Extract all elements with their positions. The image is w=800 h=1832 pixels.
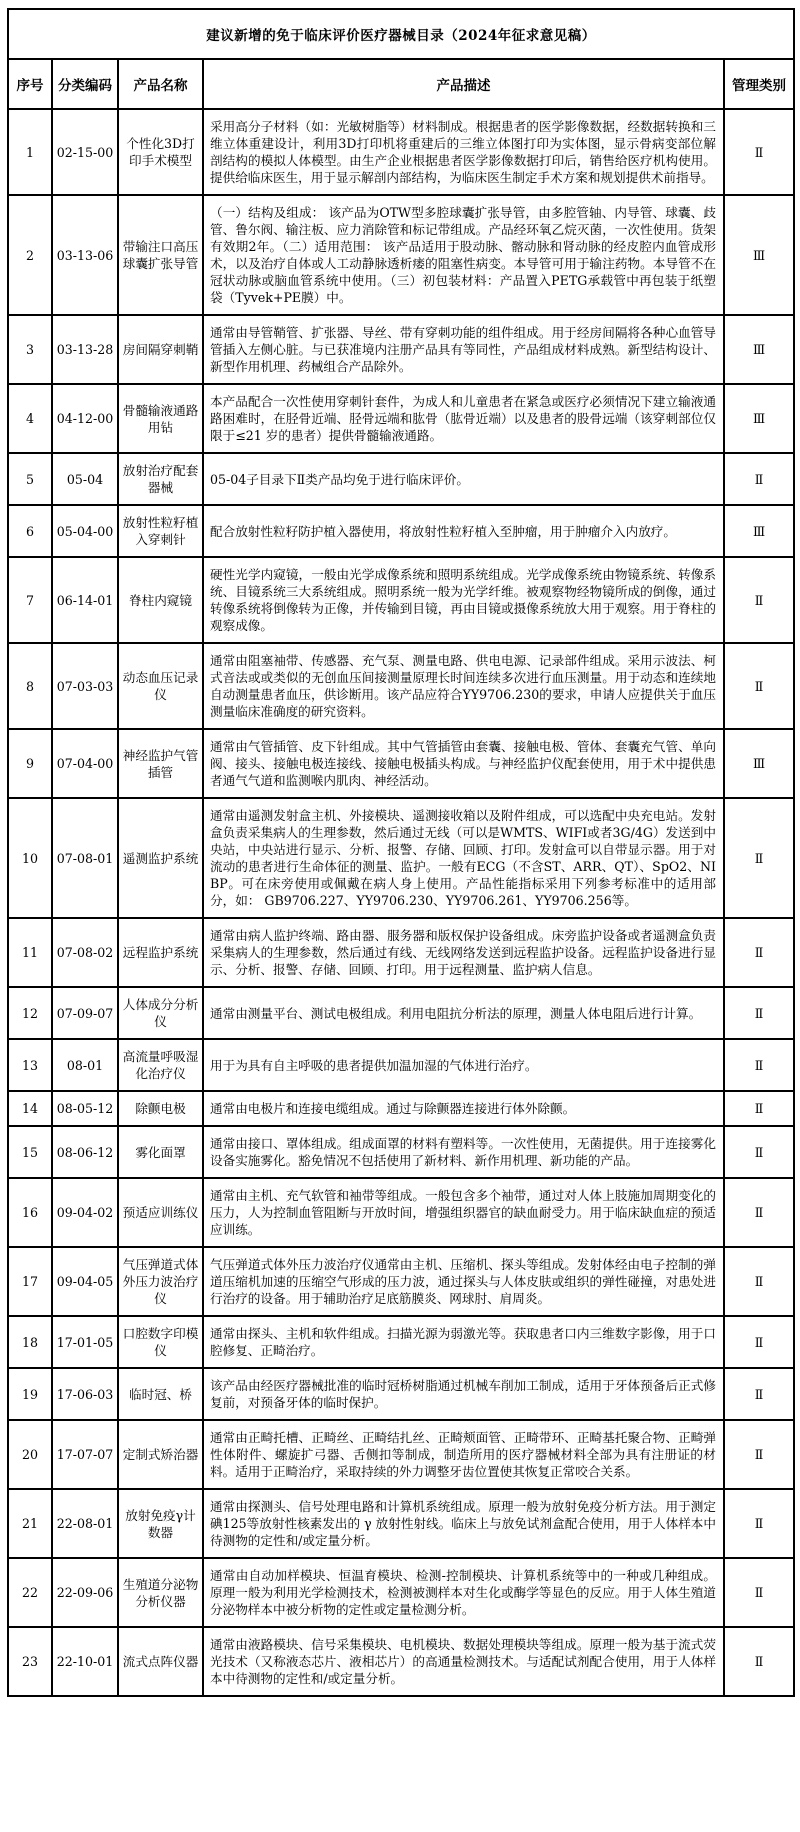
- row-code-cell: 22-10-01: [52, 1627, 118, 1696]
- title-row: [8, 9, 794, 59]
- table-row: [8, 1489, 794, 1558]
- row-desc-cell: 通常由导管鞘管、扩张器、导丝、带有穿刺功能的组件组成。用于经房间隔将各种心血管导管插入左侧心脏。与已获准境内注册产品具有等同性，产品组成材料成熟。新型结构设计、新型作用机理、药械组合产品除外。: [203, 315, 724, 384]
- row-category-cell: Ⅲ: [724, 315, 794, 384]
- table-body: [8, 109, 794, 1696]
- row-name-cell: 临时冠、桥: [118, 1368, 203, 1420]
- row-desc-cell: 采用高分子材料（如：光敏树脂等）材料制成。根据患者的医学影像数据，经数据转换和三维立体重建设计，利用3D打印机将重建后的三维立体图打印为实体图，显示骨病变部位解剖结构的模拟人体模型。由生产企业根据患者医学影像数据打印后，销售给医疗机构使用。提供给临床医生，用于显示解剖内部结构，为临床医生制定手术方案和规划提供术前指导。: [203, 109, 724, 195]
- table-row: [8, 505, 794, 557]
- row-desc-cell: 通常由气管插管、皮下针组成。其中气管插管由套囊、接触电极、管体、套囊充气管、单向阀、接头、接触电极连接线、接触电极插头构成。与神经监护仪配套使用，用于术中提供患者通气气道和监测喉内肌肉、神经活动。: [203, 729, 724, 798]
- row-category-cell: Ⅱ: [724, 453, 794, 505]
- medical-device-catalog-table: [7, 8, 795, 1697]
- row-index-cell: 4: [8, 384, 52, 453]
- row-index-cell: 1: [8, 109, 52, 195]
- row-index-cell: 19: [8, 1368, 52, 1420]
- row-code-cell: 17-07-07: [52, 1420, 118, 1489]
- row-desc-cell: （一）结构及组成： 该产品为OTW型多腔球囊扩张导管，由多腔管轴、内导管、球囊、歧管、鲁尔阀、输注板、应力消除管和标记带组成。产品经环氧乙烷灭菌，一次性使用。货架有效期2年。（二）适用范围： 该产品适用于股动脉、髂动脉和肾动脉的经皮腔内血管成形术，以及治疗自体或人工动静脉透析瘘的阻塞性病变。本导管可用于输注药物。本导管不在冠状动脉或脑血管系统中使用。（三）初包装材料：产品置入PETG承载管中再包装于纸塑袋（Tyvek+PE膜）中。: [203, 195, 724, 315]
- table-row: [8, 1627, 794, 1696]
- page-title: 建议新增的免于临床评价医疗器械目录（2024年征求意见稿）: [8, 9, 794, 59]
- row-desc-cell: 通常由接口、罩体组成。组成面罩的材料有塑料等。一次性使用，无菌提供。用于连接雾化设备实施雾化。豁免情况不包括使用了新材料、新作用机理、新功能的产品。: [203, 1126, 724, 1178]
- row-desc-cell: 通常由遥测发射盒主机、外接模块、遥测接收箱以及附件组成，可以选配中央充电站。发射盒负责采集病人的生理参数，然后通过无线（可以是WMTS、WIFI或者3G/4G）发送到中央站，中央站进行显示、分析、报警、存储、回顾、打印。发射盒可以自带显示器。用于对流动的患者进行生命体征的测量、监护。一般有ECG（不含ST、ARR、QT）、SpO2、NIBP。可在床旁使用或佩戴在病人身上使用。产品性能指标采用下列参考标准中的适用部分，如： GB9706.227、YY9706.230、YY9706.261、YY9706.256等。: [203, 798, 724, 918]
- row-desc-cell: 通常由自动加样模块、恒温育模块、检测-控制模块、计算机系统等中的一种或几种组成。原理一般为利用光学检测技术，检测被测样本对生化或酶学等显色的反应。用于人体生殖道分泌物样本中被分析物的定性或定量检测分析。: [203, 1558, 724, 1627]
- row-index-cell: 22: [8, 1558, 52, 1627]
- row-desc-cell: 配合放射性粒籽防护植入器使用，将放射性粒籽植入至肿瘤，用于肿瘤介入内放疗。: [203, 505, 724, 557]
- table-row: [8, 195, 794, 315]
- row-code-cell: 22-09-06: [52, 1558, 118, 1627]
- row-category-cell: Ⅲ: [724, 384, 794, 453]
- table-row: [8, 643, 794, 729]
- row-index-cell: 15: [8, 1126, 52, 1178]
- row-desc-cell: 用于为具有自主呼吸的患者提供加温加湿的气体进行治疗。: [203, 1039, 724, 1091]
- row-name-cell: 预适应训练仪: [118, 1178, 203, 1247]
- row-index-cell: 2: [8, 195, 52, 315]
- row-code-cell: 02-15-00: [52, 109, 118, 195]
- table-row: [8, 1558, 794, 1627]
- column-header-desc: 产品描述: [203, 59, 724, 109]
- row-code-cell: 07-04-00: [52, 729, 118, 798]
- row-index-cell: 11: [8, 918, 52, 987]
- row-category-cell: Ⅱ: [724, 643, 794, 729]
- row-category-cell: Ⅱ: [724, 1178, 794, 1247]
- row-desc-cell: 通常由正畸托槽、正畸丝、正畸结扎丝、正畸颊面管、正畸带环、正畸基托聚合物、正畸弹性体附件、螺旋扩弓器、舌侧扣等制成，制造所用的医疗器械材料全部为具有注册证的材料。适用于正畸治疗，采取持续的外力调整牙齿位置使其恢复正常咬合关系。: [203, 1420, 724, 1489]
- row-name-cell: 放射免疫γ计数器: [118, 1489, 203, 1558]
- row-category-cell: Ⅱ: [724, 1039, 794, 1091]
- table-row: [8, 315, 794, 384]
- row-index-cell: 17: [8, 1247, 52, 1316]
- row-desc-cell: 通常由探测头、信号处理电路和计算机系统组成。原理一般为放射免疫分析方法。用于测定碘125等放射性核素发出的 γ 放射性射线。临床上与放免试剂盒配合使用，用于人体样本中待测物的定性和/或定量分析。: [203, 1489, 724, 1558]
- row-category-cell: Ⅱ: [724, 1420, 794, 1489]
- row-desc-cell: 通常由液路模块、信号采集模块、电机模块、数据处理模块等组成。原理一般为基于流式荧光技术（又称液态芯片、液相芯片）的高通量检测技术。与适配试剂配合使用，用于人体样本中待测物的定性和/或定量分析。: [203, 1627, 724, 1696]
- row-code-cell: 07-08-01: [52, 798, 118, 918]
- row-code-cell: 07-03-03: [52, 643, 118, 729]
- row-desc-cell: 硬性光学内窥镜，一般由光学成像系统和照明系统组成。光学成像系统由物镜系统、转像系统、目镜系统三大系统组成。照明系统一般为光学纤维。被观察物经物镜所成的倒像，通过转像系统将倒像转为正像，并传输到目镜，再由目镜或摄像系统放大用于观察。用于脊柱的观察成像。: [203, 557, 724, 643]
- row-category-cell: Ⅱ: [724, 109, 794, 195]
- row-desc-cell: 气压弹道式体外压力波治疗仪通常由主机、压缩机、探头等组成。发射体经由电子控制的弹道压缩机加速的压缩空气形成的压力波，通过探头与人体皮肤或组织的弹性碰撞，对患处进行治疗的设备。用于辅助治疗足底筋膜炎、网球肘、肩周炎。: [203, 1247, 724, 1316]
- row-desc-cell: 该产品由经医疗器械批准的临时冠桥树脂通过机械车削加工制成，适用于牙体预备后正式修复前，对预备牙体的临时保护。: [203, 1368, 724, 1420]
- row-code-cell: 08-06-12: [52, 1126, 118, 1178]
- row-name-cell: 脊柱内窥镜: [118, 557, 203, 643]
- row-index-cell: 16: [8, 1178, 52, 1247]
- row-category-cell: Ⅱ: [724, 1091, 794, 1126]
- row-desc-cell: 通常由测量平台、测试电极组成。利用电阻抗分析法的原理，测量人体电阻后进行计算。: [203, 987, 724, 1039]
- table-row: [8, 1316, 794, 1368]
- row-index-cell: 3: [8, 315, 52, 384]
- row-code-cell: 22-08-01: [52, 1489, 118, 1558]
- row-index-cell: 20: [8, 1420, 52, 1489]
- row-desc-cell: 通常由病人监护终端、路由器、服务器和版权保护设备组成。床旁监护设备或者遥测盒负责采集病人的生理参数，然后通过有线、无线网络发送到远程监护设备。远程监护设备进行显示、分析、报警、存储、回顾、打印。用于远程测量、监护病人信息。: [203, 918, 724, 987]
- table-row: [8, 109, 794, 195]
- row-index-cell: 21: [8, 1489, 52, 1558]
- row-index-cell: 8: [8, 643, 52, 729]
- row-index-cell: 14: [8, 1091, 52, 1126]
- table-row: [8, 384, 794, 453]
- row-index-cell: 12: [8, 987, 52, 1039]
- row-name-cell: 高流量呼吸湿化治疗仪: [118, 1039, 203, 1091]
- header-row: [8, 59, 794, 109]
- row-name-cell: 除颤电极: [118, 1091, 203, 1126]
- row-desc-cell: 通常由阻塞袖带、传感器、充气泵、测量电路、供电电源、记录部件组成。采用示波法、柯式音法或或类似的无创血压间接测量原理长时间连续多次进行血压测量。用于动态和连续地自动测量患者血压，供诊断用。该产品应符合YY9706.230的要求，申请人应提供关于血压测量临床准确度的研究资料。: [203, 643, 724, 729]
- row-name-cell: 雾化面罩: [118, 1126, 203, 1178]
- row-name-cell: 个性化3D打印手术模型: [118, 109, 203, 195]
- row-index-cell: 9: [8, 729, 52, 798]
- table-row: [8, 987, 794, 1039]
- table-row: [8, 1126, 794, 1178]
- table-row: [8, 557, 794, 643]
- row-name-cell: 放射治疗配套器械: [118, 453, 203, 505]
- row-name-cell: 人体成分分析仪: [118, 987, 203, 1039]
- table-row: [8, 453, 794, 505]
- row-desc-cell: 05-04子目录下Ⅱ类产品均免于进行临床评价。: [203, 453, 724, 505]
- row-name-cell: 动态血压记录仪: [118, 643, 203, 729]
- row-code-cell: 03-13-06: [52, 195, 118, 315]
- row-code-cell: 07-08-02: [52, 918, 118, 987]
- row-code-cell: 05-04-00: [52, 505, 118, 557]
- column-header-category: 管理类别: [724, 59, 794, 109]
- row-category-cell: Ⅱ: [724, 1247, 794, 1316]
- row-category-cell: Ⅱ: [724, 987, 794, 1039]
- table-row: [8, 1091, 794, 1126]
- row-category-cell: Ⅱ: [724, 1316, 794, 1368]
- row-desc-cell: 本产品配合一次性使用穿刺针套件，为成人和儿童患者在紧急或医疗必须情况下建立输液通路困难时，在胫骨近端、胫骨远端和肱骨（肱骨近端）以及患者的股骨远端（该穿刺部位仅限于≤21 岁的患者）提供骨髓输液通路。: [203, 384, 724, 453]
- row-name-cell: 气压弹道式体外压力波治疗仪: [118, 1247, 203, 1316]
- row-category-cell: Ⅱ: [724, 557, 794, 643]
- row-category-cell: Ⅱ: [724, 1126, 794, 1178]
- row-name-cell: 房间隔穿刺鞘: [118, 315, 203, 384]
- row-name-cell: 骨髓输液通路用钻: [118, 384, 203, 453]
- row-name-cell: 口腔数字印模仪: [118, 1316, 203, 1368]
- row-category-cell: Ⅱ: [724, 1489, 794, 1558]
- row-category-cell: Ⅱ: [724, 1558, 794, 1627]
- row-name-cell: 带输注口高压球囊扩张导管: [118, 195, 203, 315]
- row-name-cell: 遥测监护系统: [118, 798, 203, 918]
- column-header-name: 产品名称: [118, 59, 203, 109]
- row-desc-cell: 通常由电极片和连接电缆组成。通过与除颤器连接进行体外除颤。: [203, 1091, 724, 1126]
- row-index-cell: 18: [8, 1316, 52, 1368]
- row-category-cell: Ⅱ: [724, 798, 794, 918]
- row-category-cell: Ⅲ: [724, 729, 794, 798]
- row-code-cell: 03-13-28: [52, 315, 118, 384]
- table-row: [8, 798, 794, 918]
- row-category-cell: Ⅱ: [724, 1368, 794, 1420]
- row-code-cell: 09-04-05: [52, 1247, 118, 1316]
- row-code-cell: 09-04-02: [52, 1178, 118, 1247]
- row-code-cell: 07-09-07: [52, 987, 118, 1039]
- row-category-cell: Ⅲ: [724, 505, 794, 557]
- table-row: [8, 918, 794, 987]
- row-code-cell: 06-14-01: [52, 557, 118, 643]
- row-index-cell: 23: [8, 1627, 52, 1696]
- row-code-cell: 17-06-03: [52, 1368, 118, 1420]
- row-name-cell: 神经监护气管插管: [118, 729, 203, 798]
- column-header-no: 序号: [8, 59, 52, 109]
- row-code-cell: 17-01-05: [52, 1316, 118, 1368]
- row-name-cell: 生殖道分泌物分析仪器: [118, 1558, 203, 1627]
- table-row: [8, 1247, 794, 1316]
- table-row: [8, 1420, 794, 1489]
- row-index-cell: 5: [8, 453, 52, 505]
- row-desc-cell: 通常由探头、主机和软件组成。扫描光源为弱激光等。获取患者口内三维数字影像，用于口腔修复、正畸治疗。: [203, 1316, 724, 1368]
- row-code-cell: 08-05-12: [52, 1091, 118, 1126]
- row-category-cell: Ⅲ: [724, 195, 794, 315]
- row-index-cell: 7: [8, 557, 52, 643]
- column-header-code: 分类编码: [52, 59, 118, 109]
- row-index-cell: 6: [8, 505, 52, 557]
- row-category-cell: Ⅱ: [724, 918, 794, 987]
- row-category-cell: Ⅱ: [724, 1627, 794, 1696]
- table-row: [8, 1368, 794, 1420]
- row-code-cell: 05-04: [52, 453, 118, 505]
- table-row: [8, 1178, 794, 1247]
- table-row: [8, 729, 794, 798]
- table-row: [8, 1039, 794, 1091]
- row-code-cell: 04-12-00: [52, 384, 118, 453]
- row-name-cell: 放射性粒籽植入穿刺针: [118, 505, 203, 557]
- row-name-cell: 远程监护系统: [118, 918, 203, 987]
- row-index-cell: 13: [8, 1039, 52, 1091]
- row-desc-cell: 通常由主机、充气软管和袖带等组成。一般包含多个袖带，通过对人体上肢施加周期变化的压力，人为控制血管阻断与开放时间，增强组织器官的缺血耐受力。用于临床缺血症的预适应训练。: [203, 1178, 724, 1247]
- row-name-cell: 流式点阵仪器: [118, 1627, 203, 1696]
- row-index-cell: 10: [8, 798, 52, 918]
- row-name-cell: 定制式矫治器: [118, 1420, 203, 1489]
- row-code-cell: 08-01: [52, 1039, 118, 1091]
